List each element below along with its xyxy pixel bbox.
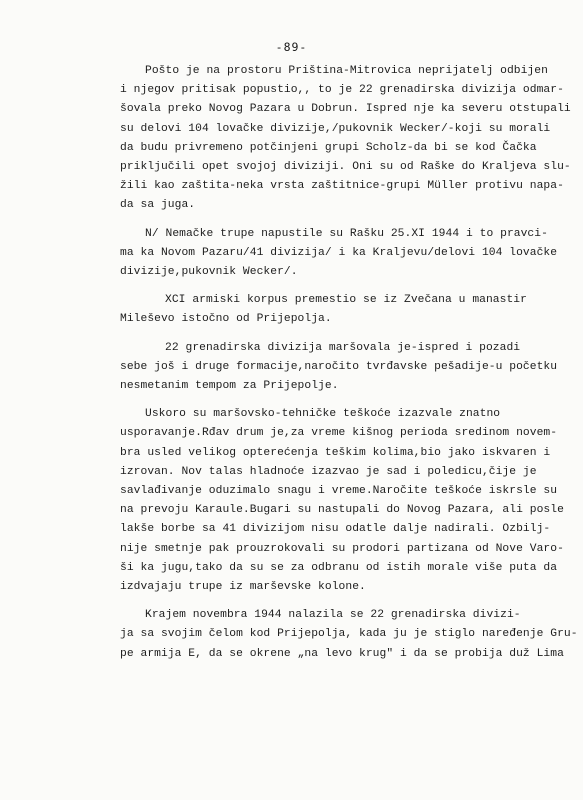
text-line: šovala preko Novog Pazara u Dobrun. Ispred nje ka severu otstupali [120,103,571,116]
text-line: usporavanje.Rđav drum je,za vreme kišnog perioda sredinom novem- [120,427,558,440]
paragraph-4 [120,339,580,397]
text-line: su delovi 104 lovačke divizije,/pukovnik Wecker/-koji su morali [120,122,551,135]
text-line: priključili opet svojoj diviziji. Oni su od Raške do Kraljeva slu- [120,161,571,174]
text-line: nije smetnje pak prouzrokovali su prodori partizana od Nove Varo- [120,542,564,555]
paragraph-3 [120,291,580,329]
paragraph-2 [120,225,580,283]
paragraph-1 [120,62,580,216]
page-number: -89- [275,40,308,54]
text-line: lakše borbe sa 41 divizijom nisu odatle dalje nadirali. Ozbilj- [120,523,551,536]
text-line: izdvajaju trupe iz marševske kolone. [120,581,366,594]
text-line: ši ka jugu,tako da su se za odbranu od istih morale više puta da [120,561,558,574]
text-line: Pošto je na prostoru Priština-Mitrovica neprijatelj odbijen [145,65,548,77]
text-line: 22 grenadirska divizija maršovala je-ispred i pozadi [165,341,521,354]
text-line: divizije,pukovnik Wecker/. [120,266,298,279]
text-line: XCI armiski korpus premestio se iz Zvečana u manastir [165,294,527,307]
text-line: i njegov pritisak popustio,, to je 22 grenadirska divizija odmar- [120,84,564,97]
text-line: da sa juga. [120,199,196,212]
text-line: izrovan. Nov talas hladnoće izazvao je sad i poledicu,čije je [120,465,537,478]
text-line: Mileševo istočno od Prijepolja. [120,313,332,326]
paragraph-5 [120,405,580,597]
text-line: sebe još i druge formacije,naročito tvrđavske pešadije-u početku [120,360,558,373]
text-line: savlađivanje oduzimalo snagu i vreme.Naročite teškoće iskrsle su [120,485,558,498]
text-line: N/ Nemačke trupe napustile su Rašku 25.XI 1944 i to pravci- [145,227,548,240]
text-line: na prevoju Karaule.Bugari su nastupali do Novog Pazara, ali posle [120,504,564,517]
text-line: Krajem novembra 1944 nalazila se 22 grenadirska divizi- [145,609,521,622]
text-line: da budu privremeno potčinjeni grupi Scholz-da bi se kod Čačka [120,141,537,154]
text-line: nesmetanim tempom za Prijepolje. [120,380,339,393]
paragraph-6 [120,606,580,664]
text-line: ja sa svojim čelom kod Prijepolja, kada ju je stiglo naređenje Gru- [120,628,578,641]
text-line: žili kao zaštita-neka vrsta zaštitnice-grupi Müller protivu napa- [120,180,564,193]
text-line: Uskoro su maršovsko-tehničke teškoće izazvale znatno [145,408,501,421]
text-line: pe armija E, da se okrene „na levo krug" i da se probija duž Lima [120,647,564,660]
text-line: bra usled velikog opterećenja teškim kolima,bio jako iskvaren i [120,446,551,459]
document-body [120,62,580,673]
text-line: ma ka Novom Pazaru/41 divizija/ i ka Kraljevu/delovi 104 lovačke [120,246,558,259]
